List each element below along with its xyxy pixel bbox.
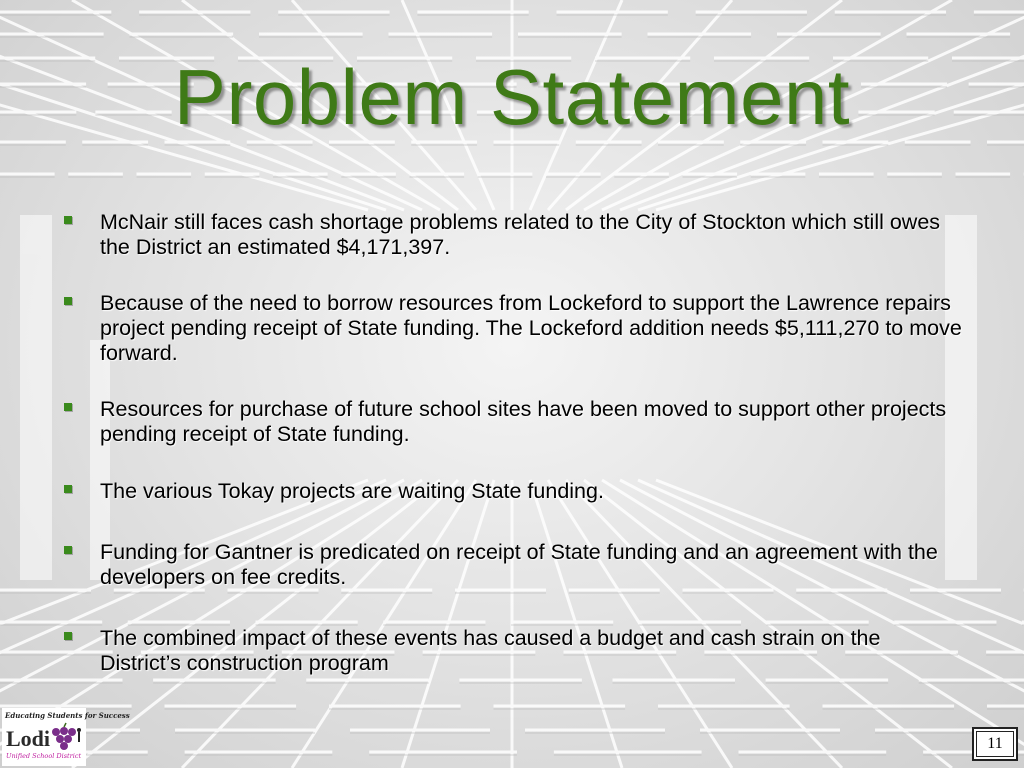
square-bullet-icon [64, 485, 72, 493]
logo-name: Lodi [6, 726, 51, 751]
page-number-box [972, 727, 1018, 761]
square-bullet-icon [64, 297, 72, 305]
square-bullet-icon [64, 546, 72, 554]
bullet-item [62, 479, 962, 504]
square-bullet-icon [64, 216, 72, 224]
bullet-text: Resources for purchase of future school sites have been moved to support other projects pending receipt of State funding. [100, 397, 947, 446]
bullet-text: The combined impact of these events has caused a budget and cash strain on the District’s construction program [100, 626, 881, 675]
logo-subtitle: Unified School District [6, 752, 82, 760]
slide-title: Problem Statement [173, 53, 851, 141]
district-logo [2, 708, 130, 766]
bullet-text: The various Tokay projects are waiting State funding. [100, 479, 604, 503]
bullet-item [62, 291, 962, 366]
bullet-list [62, 210, 962, 676]
bullet-text: Because of the need to borrow resources from Lockeford to support the Lawrence repairs project pending receipt of State funding. The Lockeford addition needs $5,111,270 to move forward. [100, 291, 962, 365]
square-bullet-icon [64, 403, 72, 411]
bullet-item [62, 397, 962, 447]
bullet-text: Funding for Gantner is predicated on receipt of State funding and an agreement with the developers on fee credits. [100, 540, 938, 589]
bullet-item [62, 540, 962, 590]
bullet-item [62, 626, 962, 676]
logo-tagline: Educating Students for Success [5, 711, 130, 720]
bullet-text: McNair still faces cash shortage problems related to the City of Stockton which still owes the District an estimated $4,171,397. [100, 210, 941, 259]
page-number: 11 [987, 735, 1003, 752]
square-bullet-icon [64, 632, 72, 640]
bullet-item [62, 210, 962, 260]
grapes-icon [46, 722, 84, 752]
